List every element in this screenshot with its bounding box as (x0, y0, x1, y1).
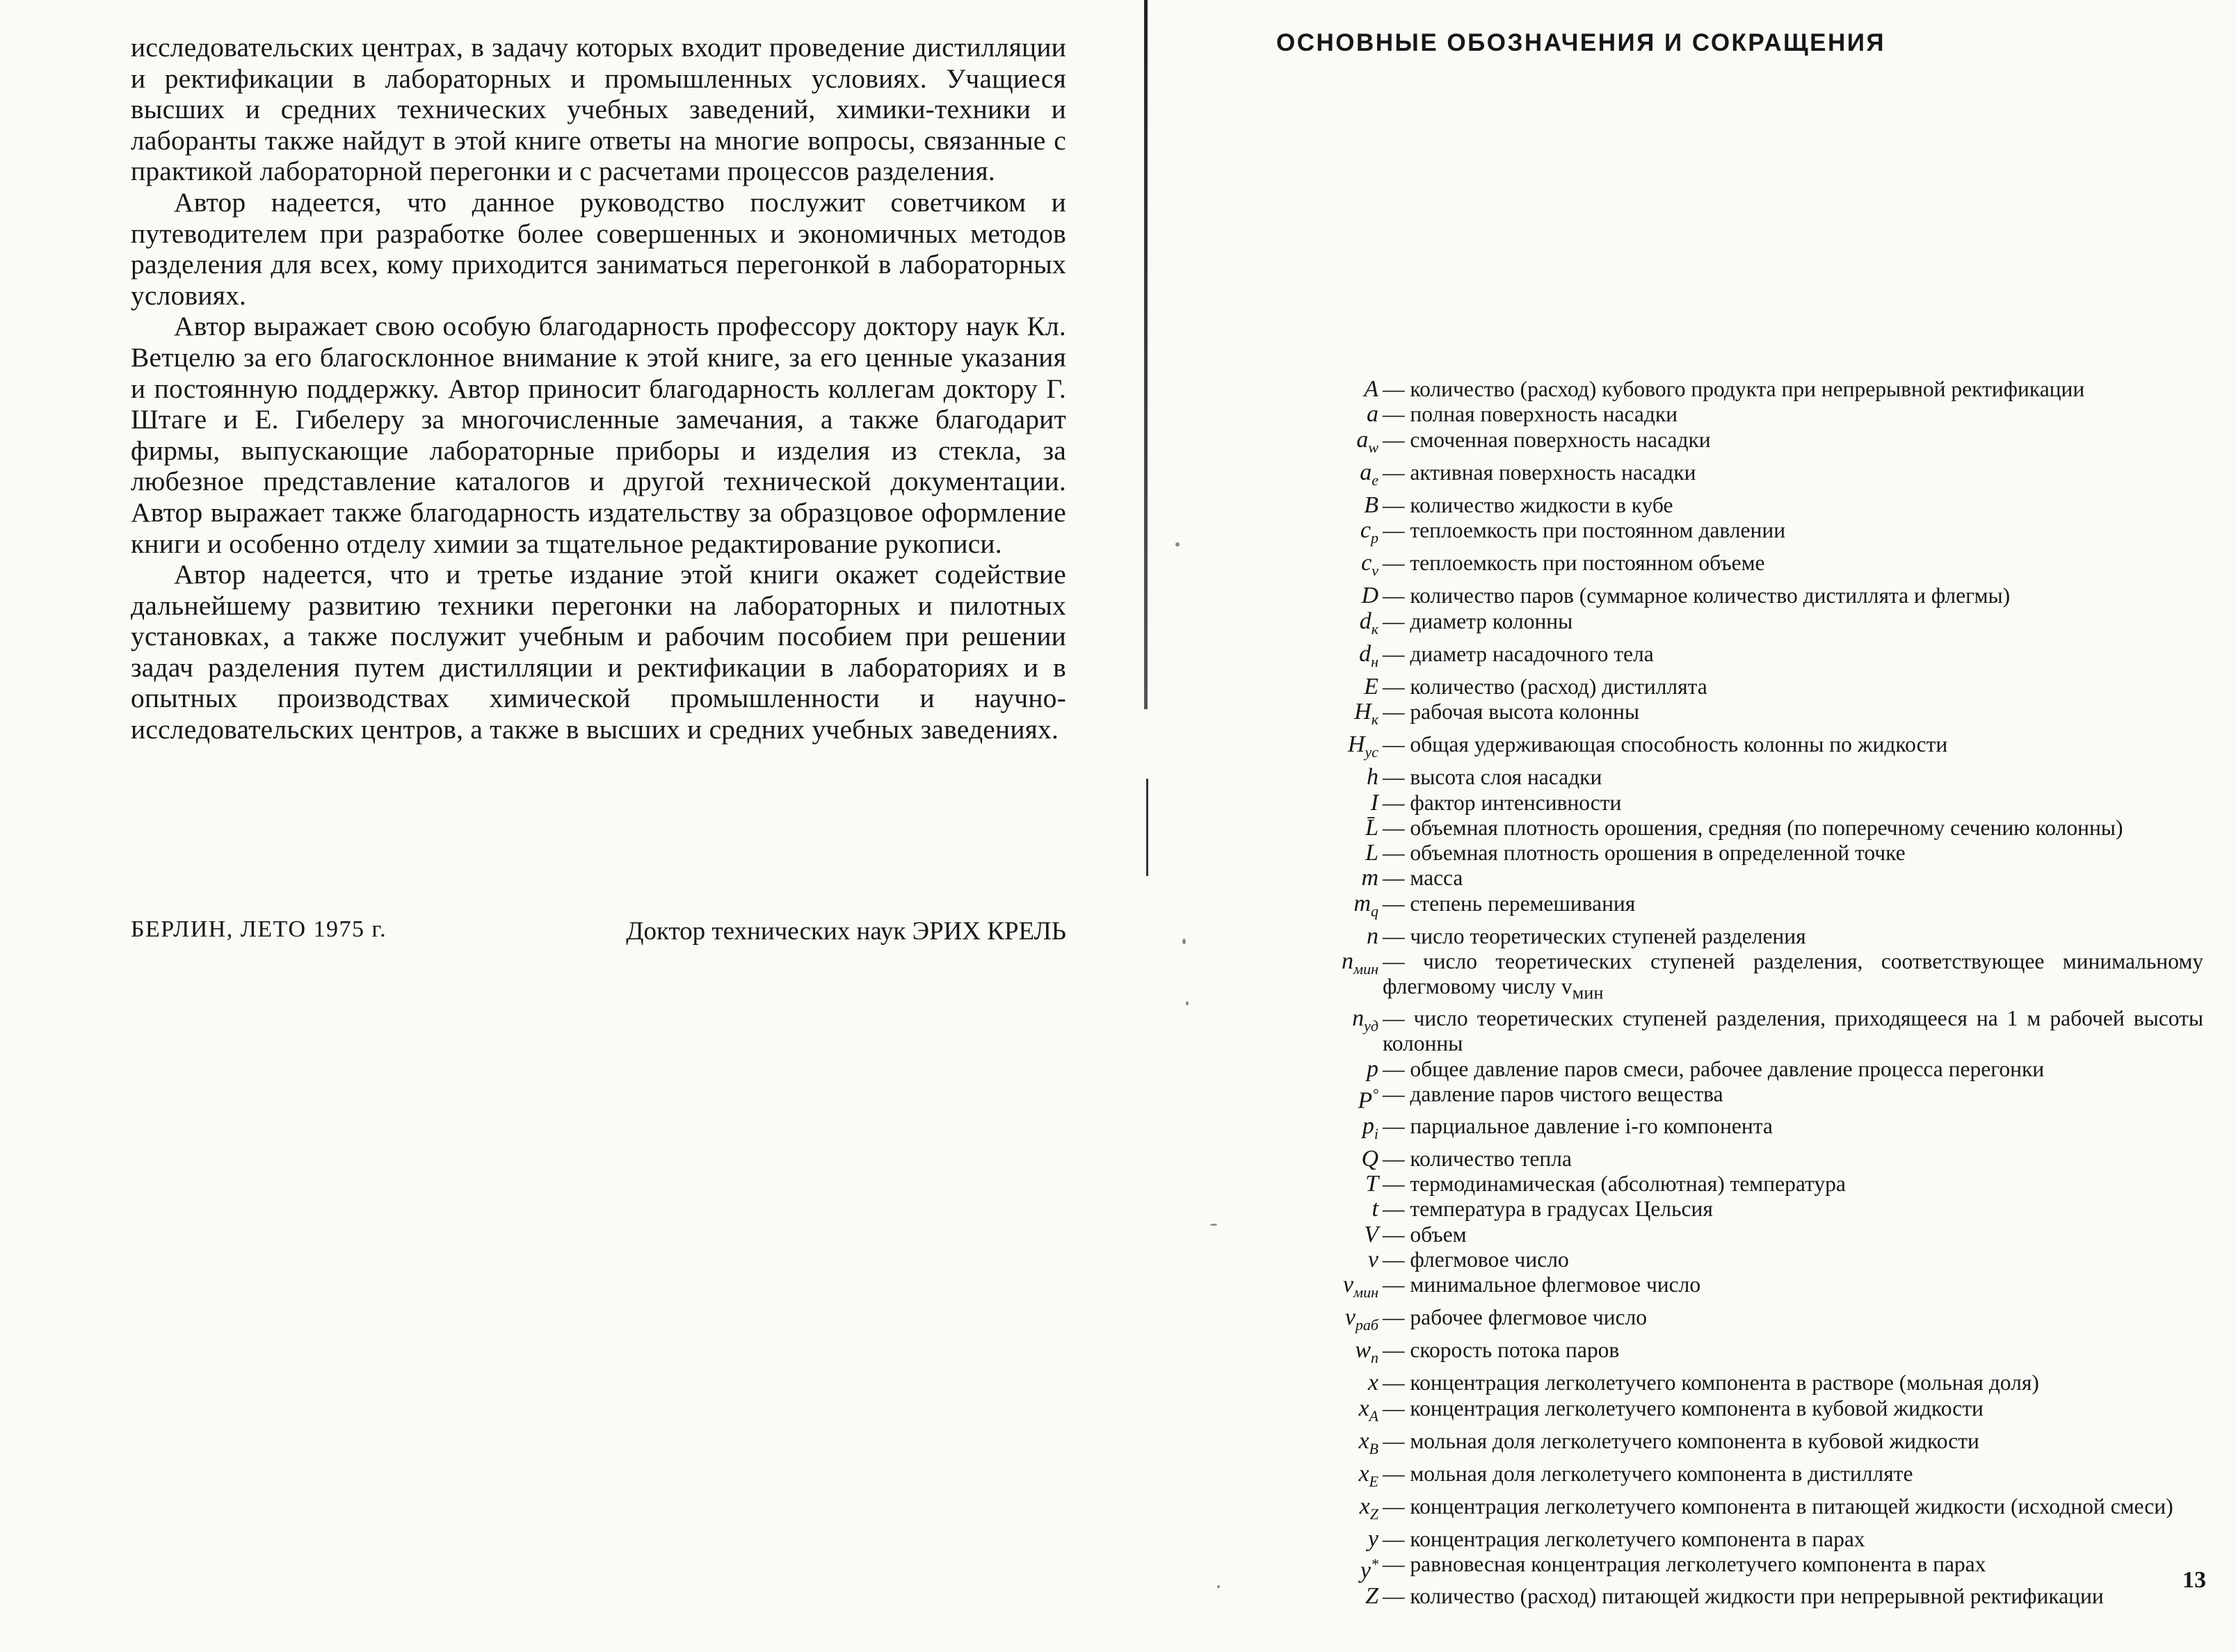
symbol-definition: — фактор интенсивности (1383, 791, 2212, 816)
symbol-definition: — термодинамическая (абсолютная) температура (1383, 1172, 2212, 1197)
symbol: $n_{уд}$ (1352, 1005, 1378, 1035)
symbol-row (1266, 1247, 2212, 1272)
symbol: y (1367, 1526, 1378, 1553)
symbols-list (1266, 377, 2212, 1609)
symbol-definition: — мольная доля легколетучего компонента в кубовой жидкости (1383, 1429, 2212, 1461)
preface-paragraph-3: Автор выражает свою особую благодарность профессору доктору наук Кл. Ветцелю за его благосклонное внимание к этой книге, за его ценные указания и постоянную поддержку. Автор приносит благодарность коллегам доктору Г. Штаге и Е. Гибелеру за многочисленные замечания, а также благодарит фирмы, выпускающие лабораторные приборы и изделия из стекла, за любезное представление каталогов и другой технической документации. Автор выражает также благодарность издательству за образцовое оформление книги и особенно отделу химии за тщательное редактирование рукописи. (131, 311, 1066, 559)
symbol-definition: — скорость потока паров (1383, 1338, 2212, 1370)
symbol: $c_v$ (1361, 550, 1378, 579)
symbol-row (1266, 460, 2212, 493)
symbol: $x_Z$ (1359, 1493, 1378, 1523)
symbol-row (1266, 891, 2212, 924)
symbol-definition: — мольная доля легколетучего компонента в дистилляте (1383, 1461, 2212, 1494)
symbol: y* (1360, 1555, 1378, 1584)
symbol: $p_i$ (1362, 1112, 1378, 1142)
symbol-row (1266, 1461, 2212, 1494)
symbol-row (1266, 924, 2212, 949)
symbol: $a_e$ (1360, 459, 1378, 489)
symbol-definition: — парциальное давление i-го компонента (1383, 1114, 2212, 1147)
symbol-definition: — флегмовое число (1383, 1247, 2212, 1272)
symbol-row (1266, 1338, 2212, 1370)
symbol: m (1361, 865, 1378, 891)
symbol-definition: — активная поверхность насадки (1383, 460, 2212, 493)
symbol-row (1266, 609, 2212, 642)
symbol-row (1266, 1305, 2212, 1338)
symbol-definition: — общее давление паров смеси, рабочее давление процесса перегонки (1383, 1057, 2212, 1082)
symbol: h (1367, 764, 1378, 791)
symbol: $v_{раб}$ (1344, 1304, 1378, 1334)
symbol-row (1266, 1114, 2212, 1147)
symbol-row (1266, 551, 2212, 583)
preface-paragraph-4: Автор надеется, что и третье издание этой книги окажет содействие дальнейшему развитию техники перегонки на лабораторных и пилотных установках, а также послужит учебным и рабочим пособием при решении задач разделения путем дистилляции и ректификации в лабораториях и в опытных производствах химической промышленности и научно-исследовательских центров, а также в высших и средних учебных заведениях. (131, 559, 1066, 745)
symbol-row (1266, 402, 2212, 427)
symbol-row (1266, 765, 2212, 790)
symbol: t (1372, 1196, 1378, 1222)
symbol-definition: — диаметр колонны (1383, 609, 2212, 642)
symbol: A (1364, 376, 1378, 402)
symbol: L (1365, 840, 1378, 866)
symbol-row (1266, 518, 2212, 551)
symbol-row (1266, 1006, 2212, 1057)
preface-signature (131, 916, 1066, 946)
symbol-definition: — масса (1383, 866, 2212, 891)
symbol: P° (1358, 1085, 1378, 1114)
symbol-row (1266, 1370, 2212, 1395)
symbol-row (1266, 1429, 2212, 1461)
symbol: D (1361, 583, 1378, 609)
symbol-definition: — минимальное флегмовое число (1383, 1272, 2212, 1305)
symbol-definition: — рабочая высота колонны (1383, 699, 2212, 732)
symbol: n (1367, 923, 1378, 949)
symbol-definition: — объемная плотность орошения, средняя (по поперечному сечению колонны) (1383, 816, 2212, 841)
symbol: $d_н$ (1359, 640, 1378, 670)
symbol: $m_q$ (1353, 890, 1378, 920)
preface-text (131, 32, 1066, 745)
symbol-row (1266, 732, 2212, 765)
symbol-definition: — концентрация легколетучего компонента в питающей жидкости (исходной смеси) (1383, 1494, 2212, 1527)
symbol-definition: — давление паров чистого вещества (1383, 1082, 2212, 1114)
symbol-definition: — диаметр насадочного тела (1383, 642, 2212, 674)
symbol-row (1266, 1396, 2212, 1429)
symbol-row (1266, 1494, 2212, 1527)
symbol-row (1266, 674, 2212, 699)
symbol-definition: — количество жидкости в кубе (1383, 493, 2212, 518)
scan-speck (1182, 939, 1186, 944)
page-title: ОСНОВНЫЕ ОБОЗНАЧЕНИЯ И СОКРАЩЕНИЯ (1276, 29, 1886, 56)
symbol-definition: — теплоемкость при постоянном объеме (1383, 551, 2212, 583)
symbol-definition: — концентрация легколетучего компонента в кубовой жидкости (1383, 1396, 2212, 1429)
symbol-definition: — рабочее флегмовое число (1383, 1305, 2212, 1338)
symbol-definition: — количество (расход) дистиллята (1383, 674, 2212, 699)
symbol-row (1266, 841, 2212, 866)
symbol-row (1266, 949, 2212, 1006)
scan-speck (1210, 1224, 1217, 1226)
symbol: $x_B$ (1358, 1427, 1378, 1457)
symbol: E (1364, 673, 1378, 699)
symbol-row (1266, 791, 2212, 816)
symbol-definition: — общая удерживающая способность колонны по жидкости (1383, 732, 2212, 765)
symbol-row (1266, 1552, 2212, 1584)
symbol-row (1266, 428, 2212, 460)
scan-speck (1175, 542, 1180, 546)
symbol-row (1266, 583, 2212, 608)
preface-paragraph-2: Автор надеется, что данное руководство послужит советчиком и путеводителем при разработке более совершенных и экономичных методов разделения для всех, кому приходится заниматься перегонкой в лабораторных условиях. (131, 186, 1066, 311)
page-number: 13 (2182, 1567, 2206, 1593)
symbol: $H_к$ (1354, 699, 1378, 728)
symbol-definition: — число теоретических ступеней разделения (1383, 924, 2212, 949)
symbol-row (1266, 1147, 2212, 1172)
symbol: $c_p$ (1360, 517, 1378, 546)
place-date: БЕРЛИН, ЛЕТО 1975 г. (131, 916, 387, 942)
symbol-row (1266, 1584, 2212, 1609)
symbol: T (1365, 1170, 1378, 1197)
symbol-definition: — концентрация легколетучего компонента в растворе (мольная доля) (1383, 1370, 2212, 1395)
symbol: $d_к$ (1359, 608, 1378, 638)
symbol-row (1266, 377, 2212, 402)
symbol-row (1266, 816, 2212, 841)
symbol-definition: — температура в градусах Цельсия (1383, 1197, 2212, 1222)
symbol-row (1266, 1222, 2212, 1247)
symbol-row (1266, 699, 2212, 732)
scan-speck (1186, 1001, 1189, 1005)
symbol-row (1266, 493, 2212, 518)
symbol: $w_n$ (1355, 1337, 1378, 1367)
symbol-definition: — концентрация легколетучего компонента в парах (1383, 1527, 2212, 1552)
symbol-definition: — объем (1383, 1222, 2212, 1247)
preface-paragraph-1: исследовательских центрах, в задачу которых входит проведение дистилляции и ректификации в лабораторных и промышленных условиях. Учащиеся высших и средних технических учебных заведений, химики-техники и лаборанты также найдут в этой книге ответы на многие вопросы, связанные с практикой лабораторной перегонки и с расчетами процессов разделения. (131, 32, 1066, 187)
symbol: x (1367, 1370, 1378, 1396)
symbol-definition: — смоченная поверхность насадки (1383, 428, 2212, 460)
symbol-row (1266, 1082, 2212, 1114)
symbol-definition: — число теоретических ступеней разделения, приходящееся на 1 м рабочей высоты колонны (1383, 1006, 2212, 1057)
symbol-definition: — степень перемешивания (1383, 891, 2212, 924)
symbol-definition: — число теоретических ступеней разделения, соответствующее минимальному флегмовому числу $v_{мин}$ (1383, 949, 2212, 1006)
symbol-row (1266, 866, 2212, 891)
symbol: a (1367, 401, 1378, 428)
symbol-row (1266, 642, 2212, 674)
symbol-row (1266, 1197, 2212, 1222)
symbol-definition: — количество тепла (1383, 1147, 2212, 1172)
symbol-definition: — равновесная концентрация легколетучего компонента в парах (1383, 1552, 2212, 1584)
author-name: Доктор технических наук ЭРИХ КРЕЛЬ (626, 917, 1066, 946)
symbol: $n_{мин}$ (1342, 948, 1378, 978)
symbol-row (1266, 1527, 2212, 1552)
symbol-definition: — высота слоя насадки (1383, 765, 2212, 790)
symbol: $H_{ус}$ (1347, 731, 1378, 761)
symbol: L̄ (1365, 814, 1378, 841)
symbol-definition: — количество (расход) кубового продукта при непрерывной ректификации (1383, 377, 2212, 402)
symbol-definition: — объемная плотность орошения в определенной точке (1383, 841, 2212, 866)
symbol: v (1367, 1246, 1378, 1272)
scan-speck (1217, 1585, 1220, 1588)
symbol-definition: — полная поверхность насадки (1383, 402, 2212, 427)
symbol-row (1266, 1272, 2212, 1305)
symbol: p (1367, 1055, 1378, 1082)
symbol: $v_{мин}$ (1342, 1272, 1378, 1301)
symbol: V (1364, 1221, 1378, 1247)
symbol: I (1370, 789, 1378, 816)
symbol-definition: — количество паров (суммарное количество дистиллята и флегмы) (1383, 583, 2212, 608)
symbol-row (1266, 1172, 2212, 1197)
symbol: Z (1365, 1582, 1378, 1609)
symbol: $x_A$ (1358, 1395, 1378, 1425)
symbol-row (1266, 1057, 2212, 1082)
symbol: $a_w$ (1356, 426, 1378, 456)
symbol-definition: — теплоемкость при постоянном давлении (1383, 518, 2212, 551)
symbol: $x_E$ (1358, 1460, 1378, 1490)
symbol-definition: — количество (расход) питающей жидкости при непрерывной ректификации (1383, 1584, 2212, 1609)
symbol: Q (1361, 1145, 1378, 1172)
symbol: B (1364, 492, 1378, 518)
